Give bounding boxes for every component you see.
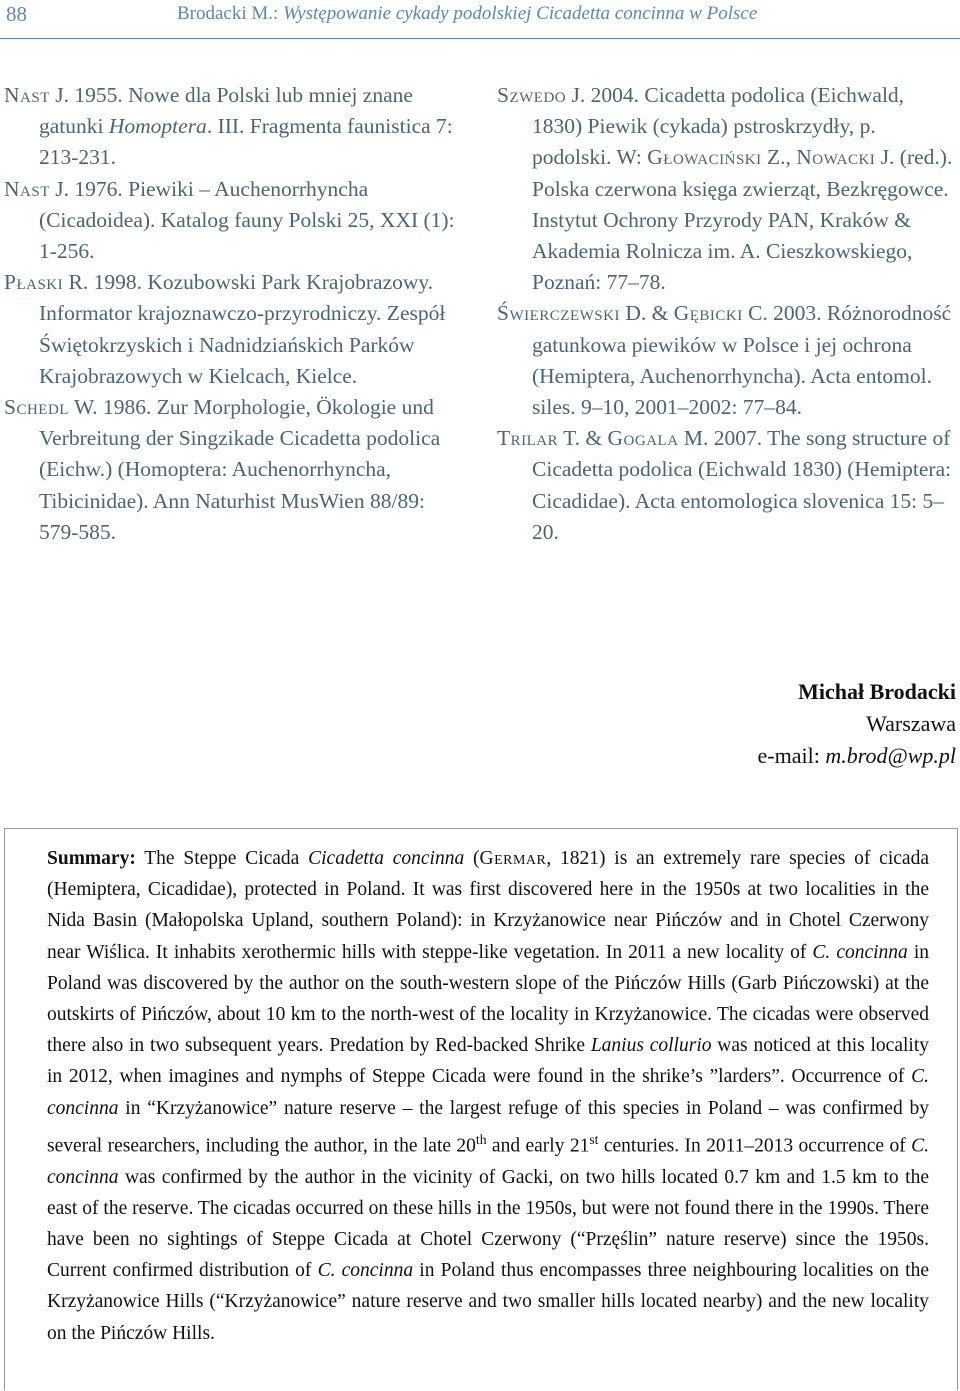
author-city: Warszawa <box>866 711 956 736</box>
email-link[interactable]: m.brod@wp.pl <box>825 743 956 768</box>
page-header <box>0 0 960 30</box>
running-title: Brodacki M.: Występowanie cykady podolskiej Cicadetta concinna w Polsce <box>177 3 758 24</box>
reference-entry: Schedl W. 1986. Zur Morphologie, Ökologie und Verbreitung der Singzikade Cicadetta podolica (Eichw.) (Homoptera: Auchenorrhyncha, Tibicinidae). Ann Naturhist MusWien 88/89: 579-585. <box>4 395 441 544</box>
references-left-column <box>4 80 464 548</box>
summary-paragraph: Summary: The Steppe Cicada Cicadetta concinna (Germar, 1821) is an extremely rare species of cicada (Hemiptera, Cicadidae), protected in Poland. It was first discovered here in the 1950s at two localities in the Nida Basin (Małopolska Upland, southern Poland): in Krzyżanowice near Pińczów and in Chotel Czerwony near Wiślica. It inhabits xerothermic hills with steppe-like vegetation. In 2011 a new locality of C. concinna in Poland was discovered by the author on the south-western slope of the Pińczów Hills (Garb Pińczowski) at the outskirts of Pińczów, about 10 km to the north-west of the locality in Krzyżanowice. The cicadas were observed there also in two subsequent years. Predation by Red-backed Shrike Lanius collurio was noticed at this locality in 2012, when imagines and nymphs of Steppe Cicada were found in the shrike’s ”larders”. Occurrence of C. concinna in “Krzyżanowice” nature reserve – the largest refuge of this species in Poland – was confirmed by several researchers, including the author, in the late 20th and early 21st centuries. In 2011–2013 occurrence of C. concinna was confirmed by the author in the vicinity of Gacki, on two hills located 0.7 km and 1.5 km to the east of the reserve. The cicadas occurred on these hills in the 1950s, but were not found there in the 1990s. There have been no sightings of Steppe Cicada at Chotel Czerwony (“Przęślin” nature reserve) since the 1950s. Current confirmed distribution of C. concinna in Poland thus encompasses three neighbouring localities on the Krzyżanowice Hills (“Krzyżanowice” nature reserve and two smaller hills located nearby) and the new locality on the Pińczów Hills. <box>47 848 929 1344</box>
reference-entry: Szwedo J. 2004. Cicadetta podolica (Eichwald, 1830) Piewik (cykada) pstroskrzydły, p. podolski. W: Głowaciński Z., Nowacki J. (red.). Polska czerwona księga zwierząt, Bezkręgowce. Instytut Ochrony Przyrody PAN, Kraków & Akademia Rolnicza im. A. Cieszkowskiego, Poznań: 77–78. <box>497 83 953 295</box>
references-right-column <box>497 80 959 548</box>
reference-entry: Nast J. 1955. Nowe dla Polski lub mniej znane gatunki Homoptera. III. Fragmenta faunistica 7: 213-231. <box>4 83 453 170</box>
reference-entry: Nast J. 1976. Piewiki – Auchenorrhyncha (Cicadoidea). Katalog fauny Polski 25, XXI (1): 1-256. <box>4 176 455 264</box>
author-email: e-mail: m.brod@wp.pl <box>757 743 956 768</box>
summary-label: Summary: <box>47 848 136 869</box>
header-divider <box>0 38 960 39</box>
author-name: Michał Brodacki <box>798 679 956 704</box>
reference-entry: Trilar T. & Gogala M. 2007. The song structure of Cicadetta podolica (Eichwald 1830) (Hemiptera: Cicadidae). Acta entomologica slovenica 15: 5–20. <box>497 426 952 544</box>
running-title-italic: Występowanie cykady podolskiej Cicadetta concinna w Polsce <box>283 3 758 24</box>
author-address <box>758 676 956 772</box>
reference-entry: Płaski R. 1998. Kozubowski Park Krajobrazowy. Informator krajoznawczo-przyrodniczy. Zespół Świętokrzyskich i Nadnidziańskich Parków Krajobrazowych w Kielcach, Kielce. <box>4 270 446 388</box>
page-number: 88 <box>6 2 27 26</box>
reference-entry: Świerczewski D. & Gębicki C. 2003. Różnorodność gatunkowa piewików w Polsce i jej ochrona (Hemiptera, Auchenorrhyncha). Acta entomol. siles. 9–10, 2001–2002: 77–84. <box>497 301 952 420</box>
